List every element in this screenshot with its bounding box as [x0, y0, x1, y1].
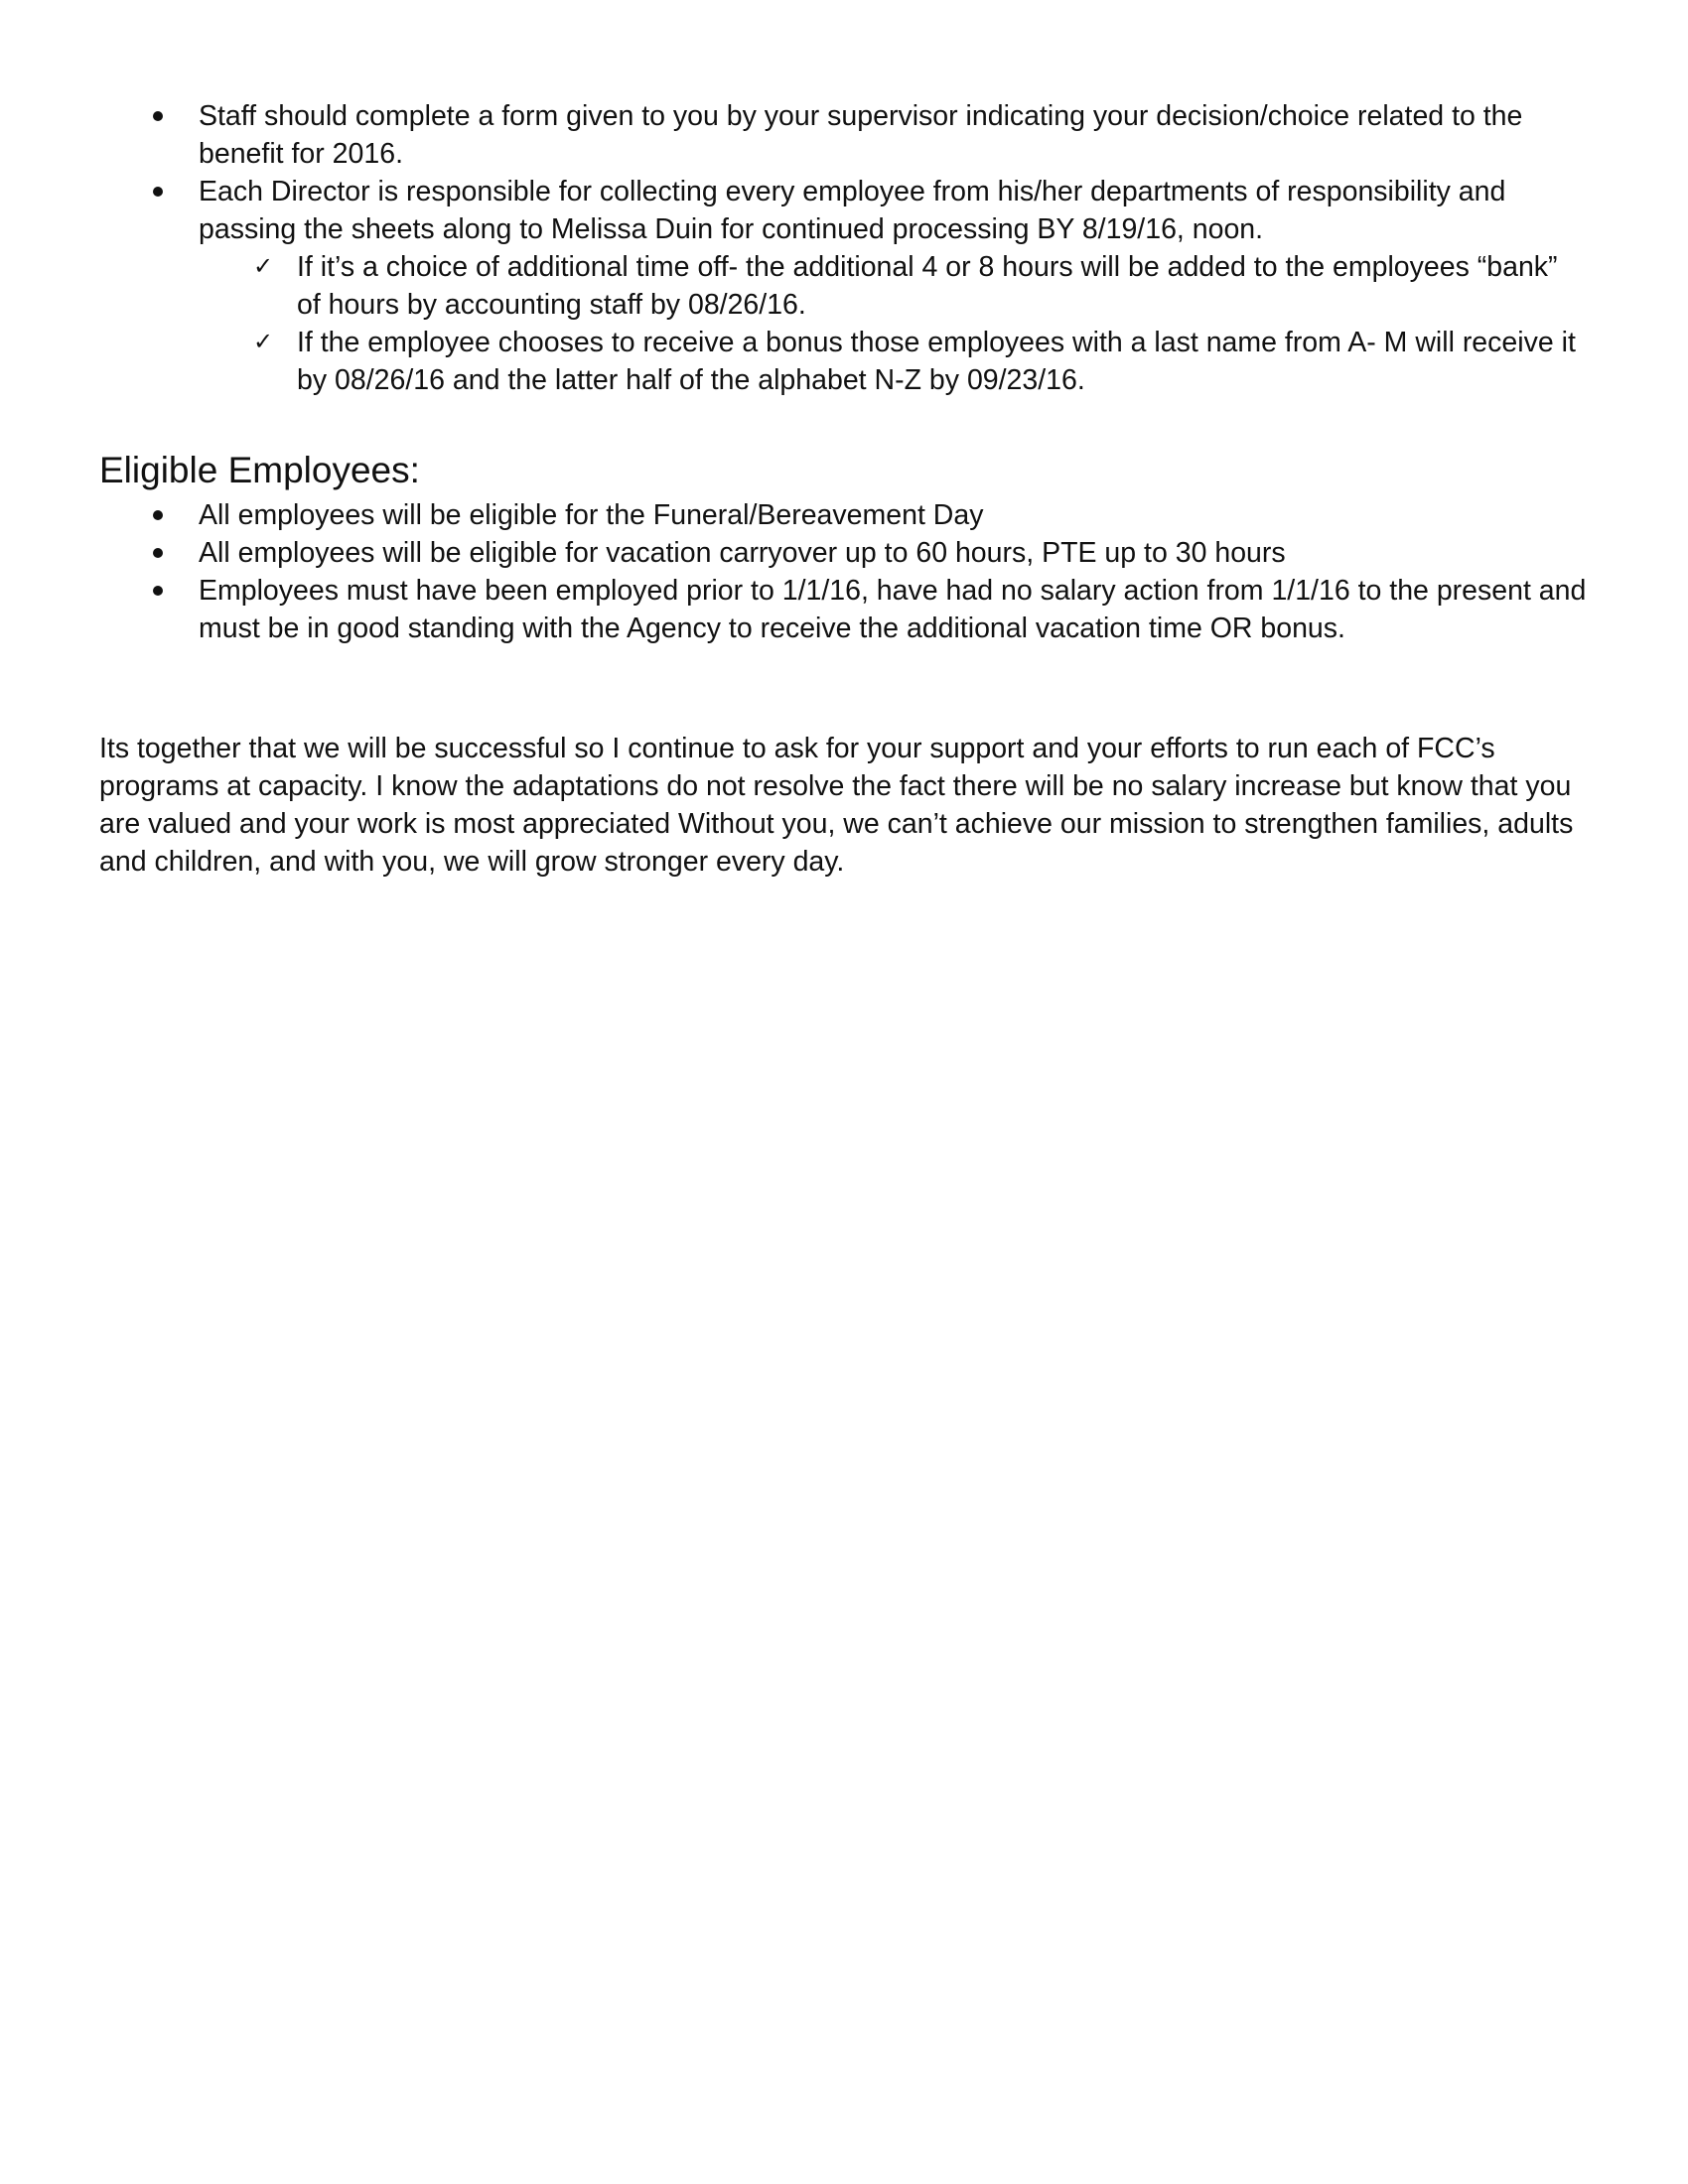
list-item-text: Each Director is responsible for collecting every employee from his/her departments of responsibility and passing the sheets along to Melissa Duin for continued processing BY 8/19/16, noon. — [199, 176, 1506, 245]
bullet-dot-icon — [153, 111, 163, 121]
eligible-employees-heading: Eligible Employees: — [99, 450, 420, 490]
list-item-text: If the employee chooses to receive a bonus those employees with a last name from A- M will receive it by 08/26/16 and the latter half of the alphabet N-Z by 09/23/16. — [297, 327, 1576, 396]
list-item-text: All employees will be eligible for vacation carryover up to 60 hours, PTE up to 30 hours — [199, 537, 1286, 569]
process-list — [99, 97, 1589, 399]
list-item — [99, 534, 1589, 572]
list-item — [99, 496, 1589, 534]
list-item-text: Staff should complete a form given to you by your supervisor indicating your decision/choice related to the benefit for 2016. — [199, 100, 1523, 170]
closing-paragraph: Its together that we will be successful so I continue to ask for your support and your efforts to run each of FCC’s programs at capacity. I know the adaptations do not resolve the fact there will be no salary increase but know that you are valued and your work is most appreciated Without you, we can’t achieve our mission to strengthen families, adults and children, and with you, we will grow stronger every day. — [99, 733, 1574, 878]
list-item-text: All employees will be eligible for the Funeral/Bereavement Day — [199, 499, 984, 531]
bullet-dot-icon — [153, 586, 163, 596]
checkmark-icon: ✓ — [253, 253, 274, 280]
list-item — [99, 572, 1589, 647]
checkmark-icon: ✓ — [253, 329, 274, 355]
list-item — [99, 173, 1589, 248]
bullet-dot-icon — [153, 187, 163, 197]
bullet-dot-icon — [153, 510, 163, 520]
list-item-text: Employees must have been employed prior to 1/1/16, have had no salary action from 1/1/16 to the present and must be in good standing with the Agency to receive the additional vacation time OR bonus. — [199, 575, 1587, 644]
list-item — [99, 248, 1589, 324]
list-item-text: If it’s a choice of additional time off- the additional 4 or 8 hours will be added to the employees “bank” of hours by accounting staff by 08/26/16. — [297, 251, 1558, 321]
list-item — [99, 97, 1589, 173]
eligible-list — [99, 496, 1589, 647]
bullet-dot-icon — [153, 548, 163, 558]
list-item — [99, 324, 1589, 399]
